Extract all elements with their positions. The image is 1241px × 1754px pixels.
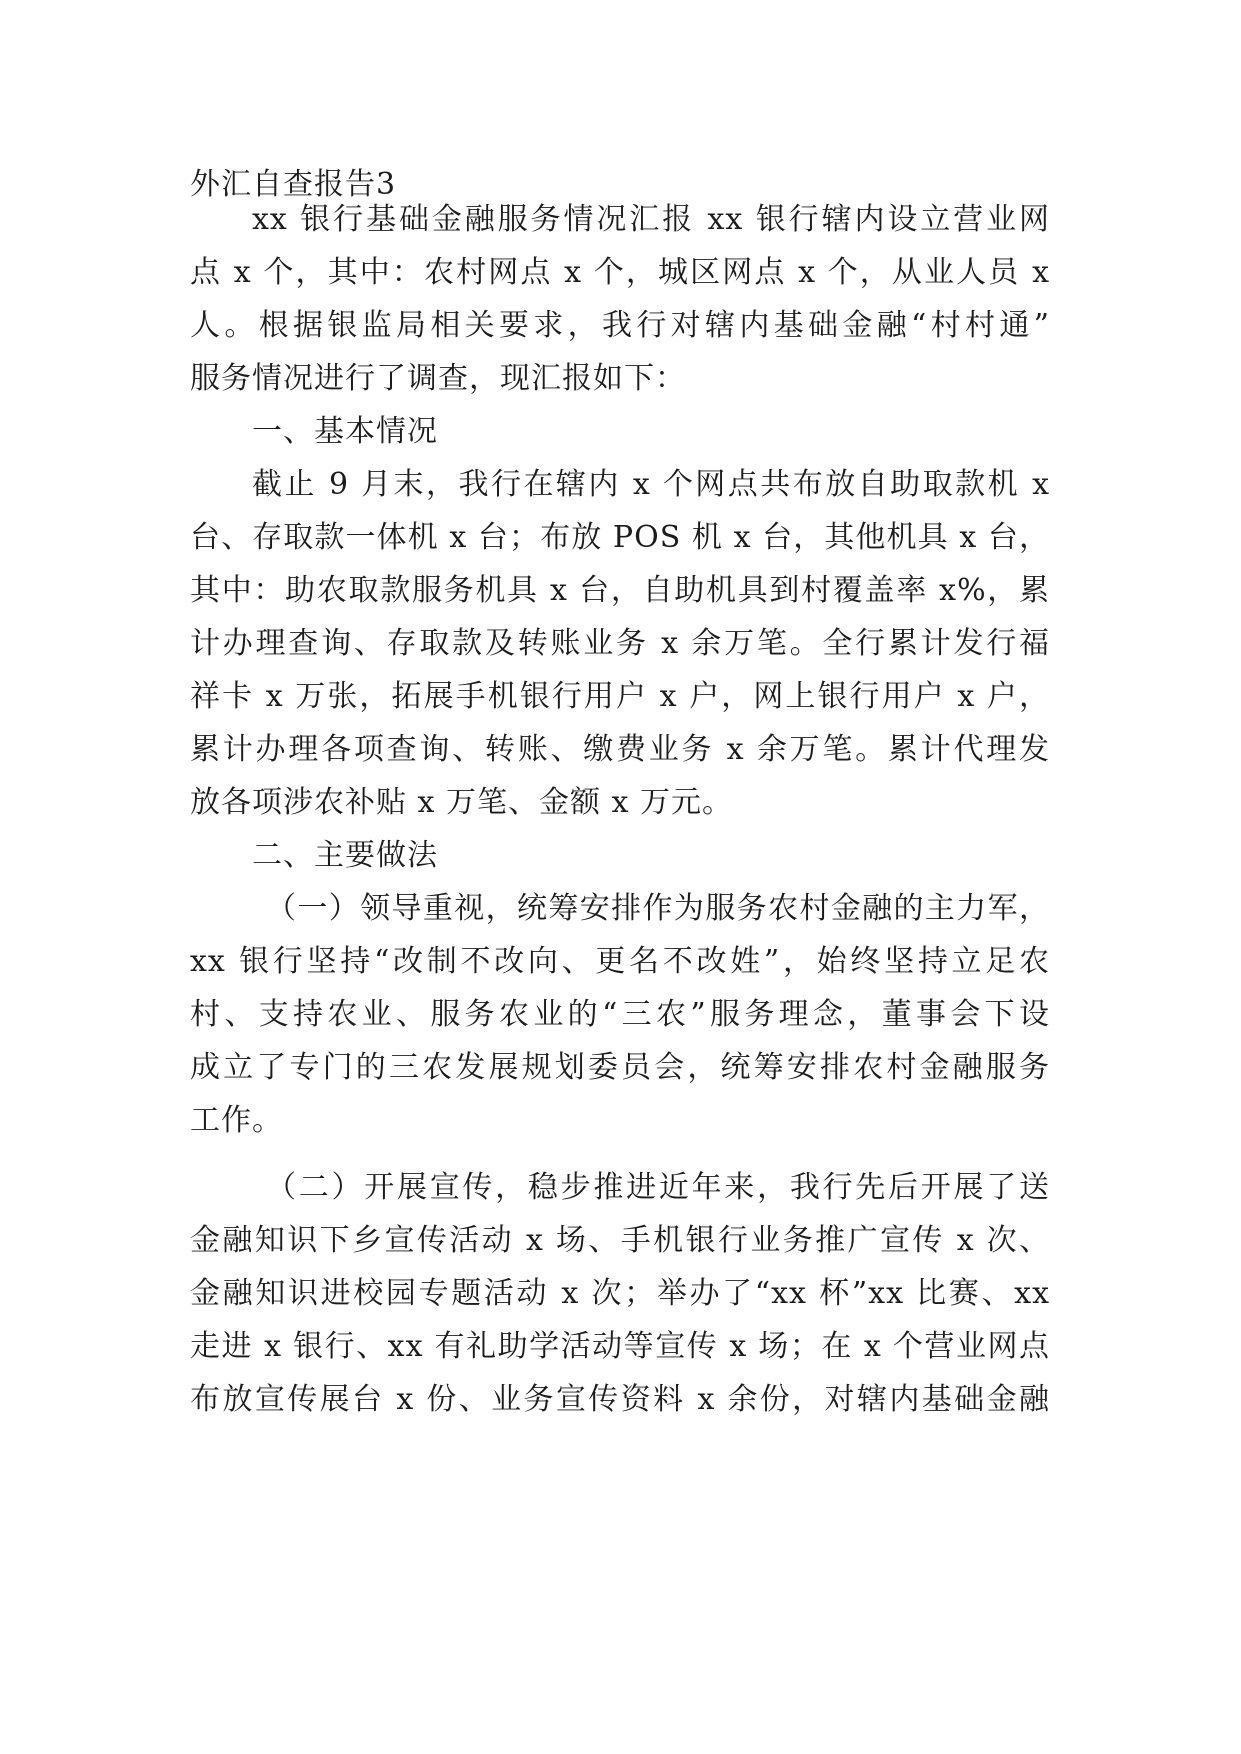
section1-line-2: 台、存取款一体机 x 台；布放 POS 机 x 台，其他机具 x 台，	[190, 520, 1050, 555]
document-title: 外汇自查报告3	[190, 167, 397, 202]
intro-line-1: xx 银行基础金融服务情况汇报 xx 银行辖内设立营业网	[252, 202, 1050, 237]
section2-para2-line-2: 金融知识下乡宣传活动 x 场、手机银行业务推广宣传 x 次、	[190, 1223, 1050, 1258]
section1-heading: 一、基本情况	[252, 414, 438, 449]
section2-para1-line-1: （一）领导重视，统筹安排作为服务农村金融的主力军，	[266, 891, 1050, 926]
section2-para2-line-3: 金融知识进校园专题活动 x 次；举办了“xx 杯”xx 比赛、xx	[190, 1276, 1050, 1311]
section2-para1-line-4: 成立了专门的三农发展规划委员会，统筹安排农村金融服务	[190, 1050, 1050, 1085]
section1-line-7: 放各项涉农补贴 x 万笔、金额 x 万元。	[190, 785, 733, 820]
section1-line-6: 累计办理各项查询、转账、缴费业务 x 余万笔。累计代理发	[190, 732, 1050, 767]
section2-para2-line-4: 走进 x 银行、xx 有礼助学活动等宣传 x 场；在 x 个营业网点	[190, 1329, 1050, 1364]
section1-line-3: 其中：助农取款服务机具 x 台，自助机具到村覆盖率 x%，累	[190, 573, 1050, 608]
section2-para2-line-1: （二）开展宣传，稳步推进近年来，我行先后开展了送	[266, 1170, 1050, 1205]
intro-line-2: 点 x 个，其中：农村网点 x 个，城区网点 x 个，从业人员 x	[190, 255, 1050, 290]
section2-para1-line-2: xx 银行坚持“改制不改向、更名不改姓”，始终坚持立足农	[190, 944, 1050, 979]
section2-para1-line-5: 工作。	[190, 1103, 283, 1138]
section1-line-4: 计办理查询、存取款及转账业务 x 余万笔。全行累计发行福	[190, 626, 1050, 661]
section2-para1-line-3: 村、支持农业、服务农业的“三农”服务理念，董事会下设	[190, 997, 1050, 1032]
section2-heading: 二、主要做法	[252, 838, 438, 873]
intro-line-4: 服务情况进行了调查，现汇报如下：	[190, 361, 686, 396]
intro-line-3: 人。根据银监局相关要求，我行对辖内基础金融“村村通”	[190, 308, 1050, 343]
section1-line-1: 截止 9 月末，我行在辖内 x 个网点共布放自助取款机 x	[252, 467, 1050, 502]
section2-para2-line-5: 布放宣传展台 x 份、业务宣传资料 x 余份，对辖内基础金融	[190, 1382, 1050, 1417]
section1-line-5: 祥卡 x 万张，拓展手机银行用户 x 户，网上银行用户 x 户，	[190, 679, 1050, 714]
